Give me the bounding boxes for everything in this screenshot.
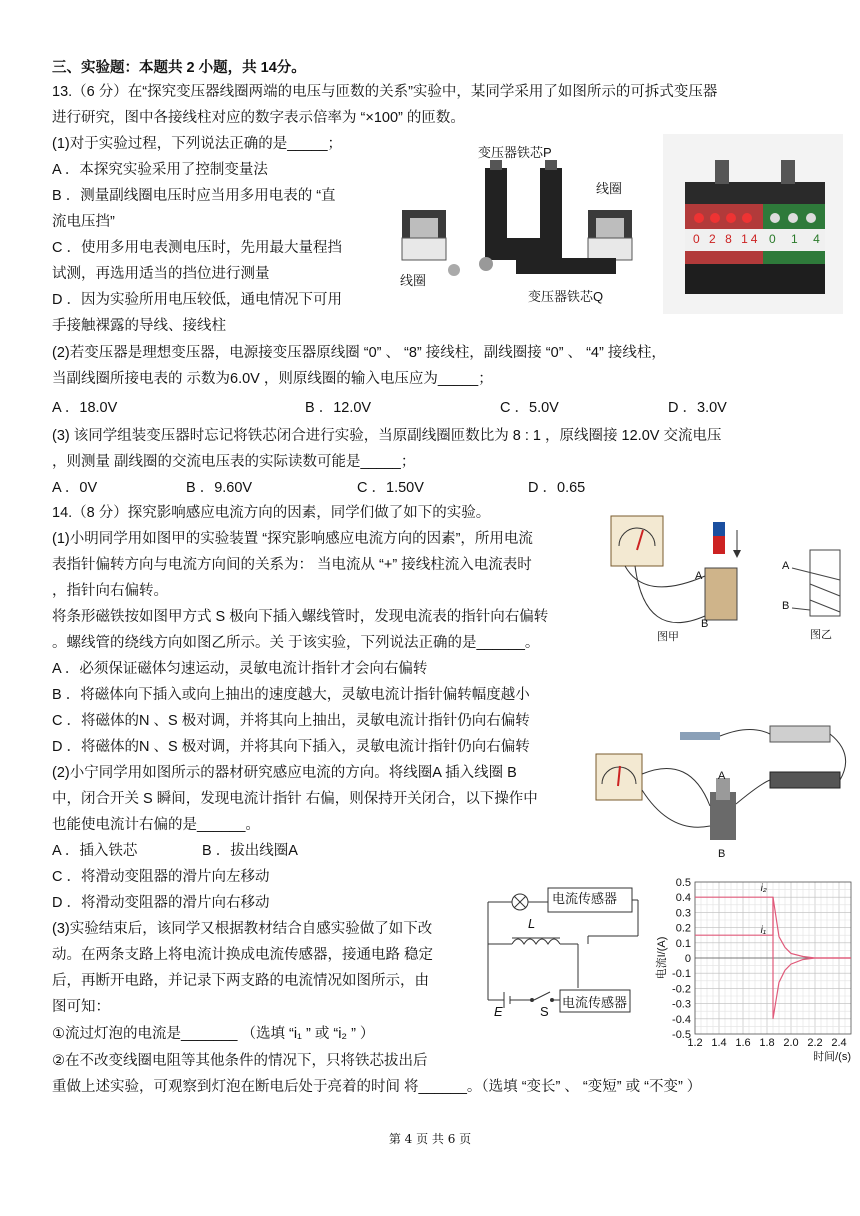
figure-jia-caption: 图甲 (657, 631, 679, 643)
circuit-label-e: E (494, 1004, 503, 1019)
q14-part1-line2: 表指针偏转方向与电流方向间的关系为： 当电流从 “+” 接线柱流入电流表时 (52, 557, 532, 573)
circuit-label-s: S (540, 1004, 549, 1019)
q13-part3-option-b: B ．9.60V (186, 480, 253, 496)
y-tick-label: -0.5 (672, 1029, 691, 1041)
figure-yi-label-b: B (782, 600, 790, 612)
x-tick-label: 1.6 (735, 1037, 751, 1049)
q13-part3-option-d: D ．0.65 (528, 480, 586, 496)
q14-part3-question1: ①流过灯泡的电流是_______ （选填 “i₁ ” 或 “i₂ ” ） (52, 1026, 375, 1042)
q13-option-c-line1: C ．使用多用电表测电压时，先用最大量程挡 (52, 240, 342, 256)
q13-option-b-line1: B ．测量副线圈电压时应当用多用电表的 “直 (52, 188, 336, 204)
current-time-chart (655, 872, 855, 1072)
q14-part1-option-a: A ．必须保证磁体匀速运动，灵敏电流计指针才会向右偏转 (52, 661, 428, 677)
q13-part2-line1: (2)若变压器是理想变压器，电源接变压器原线圈 “0” 、 “8” 接线柱，副线圈接 “0” 、 “4” 接线柱， (52, 345, 666, 361)
apparatus-figure (590, 714, 855, 864)
q13-part3-line1: (3) 该同学组装变压器时忘记将铁芯闭合进行实验，当原副线圈匝数比为 8 : 1 ，原线圈接 12.0V 交流电压 (52, 428, 722, 444)
q13-option-b-line2: 流电压挡” (52, 214, 115, 230)
y-tick-label: 0.5 (675, 877, 691, 889)
terminal-labels-left: 0 2 8 14 (693, 232, 761, 246)
figure-jia-label-a: A (695, 570, 703, 582)
y-tick-label: 0.1 (675, 937, 691, 950)
q13-option-d-line2: 手接触裸露的导线、接线柱 (52, 318, 226, 334)
q14-part2-line2: 中，闭合开关 S 瞬间，发现电流计指针 右偏，则保持开关闭合，以下操作中 (52, 791, 538, 807)
figure-yi-caption: 图乙 (810, 629, 832, 641)
q14-part3-line1: (3)实验结束后，该同学又根据教材结合自感实验做了如下改 (52, 921, 433, 937)
q14-part3-question2-line1: ②在不改变线圈电阻等其他条件的情况下，只将铁芯拔出后 (52, 1053, 428, 1069)
figure-jia (605, 512, 755, 642)
q14-part3-line2: 动。在两条支路上将电流计换成电流传感器，接通电路 稳定 (52, 947, 434, 963)
q13-part3-option-c: C ．1.50V (357, 480, 424, 496)
q13-part2-option-a: A ．18.0V (52, 400, 118, 416)
label-coil-top: 线圈 (596, 181, 623, 196)
q14-stem: 14.（8 分）探究影响感应电流方向的因素，同学们做了如下的实验。 (52, 505, 491, 521)
x-axis-label: 时间/(s) (813, 1051, 851, 1063)
x-tick-label: 2.0 (783, 1037, 799, 1049)
figure-yi (780, 540, 850, 640)
q14-part2-option-a: A ．插入铁芯 (52, 843, 138, 859)
q14-part3-line3: 后，再断开电路，并记录下两支路的电流情况如图所示，由 (52, 973, 429, 989)
y-tick-label: 0.2 (675, 922, 691, 935)
q13-part2-line2: 当副线圈所接电表的 示数为6.0V ，则原线圈的输入电压应为_____； (52, 371, 493, 387)
q14-part2-line3: 也能使电流计右偏的是______。 (52, 817, 260, 833)
q13-stem-line1: 13.（6 分）在“探究变压器线圈两端的电压与匝数的关系”实验中，某同学采用了如图所示的可拆式变压器 (52, 84, 718, 100)
figure-yi-label-a: A (782, 560, 790, 572)
q14-part1-line5: 。螺线管的绕线方向如图乙所示。关 于该实验，下列说法正确的是______。 (52, 635, 540, 651)
q14-part1-line1: (1)小明同学用如图甲的实验装置 “探究影响感应电流方向的因素”，所用电流 (52, 531, 533, 547)
q14-part3-question2-line2: 重做上述实验，可观察到灯泡在断电后处于亮着的时间 将______。（选填 “变长” 、 “变短” 或 “不变” ） (52, 1079, 702, 1095)
q13-option-c-line2: 试测，再选用适当的挡位进行测量 (52, 266, 270, 282)
chart-svg (655, 872, 855, 1072)
apparatus-label-a: A (718, 770, 726, 782)
q14-part2-line1: (2)小宁同学用如图所示的器材研究感应电流的方向。将线圈A 插入线圈 B (52, 765, 517, 781)
series-label-2: i₁ (760, 925, 766, 937)
x-tick-label: 1.2 (687, 1037, 703, 1049)
q13-part3-line2: ，则测量 副线圈的交流电压表的实际读数可能是_____； (52, 454, 416, 470)
q14-part1-option-b: B ．将磁体向下插入或向上抽出的速度越大，灵敏电流计指针偏转幅度越小 (52, 687, 530, 703)
q13-part1: (1)对于实验过程，下列说法正确的是_____； (52, 136, 343, 152)
terminal-labels-right: 0 1 4 (769, 232, 826, 246)
q14-part1-line3: ，指针向右偏转。 (52, 583, 168, 599)
q14-part2-option-c: C ．将滑动变阻器的滑片向左移动 (52, 869, 270, 885)
q13-part2-option-d: D ．3.0V (668, 400, 727, 416)
q14-part2-option-b: B ．拔出线圈A (202, 843, 298, 859)
section-title: 三、实验题：本题共 2 小题，共 14分。 (52, 60, 306, 76)
q14-part1-option-d: D ．将磁体的N 、S 极对调，并将其向下插入，灵敏电流计指针仍向右偏转 (52, 739, 530, 755)
y-tick-label: 0.4 (675, 892, 691, 905)
x-tick-label: 2.4 (831, 1037, 847, 1049)
q13-stem-line2: 进行研究，图中各接线柱对应的数字表示倍率为 “×100” 的匝数。 (52, 110, 465, 126)
label-coil-left: 线圈 (400, 273, 427, 288)
page-footer: 第 4 页 共 6 页 (388, 1132, 472, 1146)
y-tick-label: -0.2 (672, 983, 691, 996)
series-label-1: i₂ (760, 883, 767, 895)
circuit-label-l: L (528, 916, 536, 931)
figure-jia-label-b: B (701, 618, 709, 630)
q14-part1-option-c: C ．将磁体的N 、S 极对调，并将其向上抽出，灵敏电流计指针仍向右偏转 (52, 713, 530, 729)
y-tick-label: -0.4 (672, 1013, 691, 1026)
y-tick-label: 0.3 (675, 907, 691, 920)
y-axis-label: 电流I/(A) (656, 936, 668, 980)
assembled-transformer-figure (663, 134, 843, 314)
q13-part2-option-c: C ．5.0V (500, 400, 559, 416)
q13-option-a: A ．本探究实验采用了控制变量法 (52, 162, 268, 178)
circuit-label-sensor-bottom: 电流传感器 (562, 995, 628, 1010)
transformer-parts-figure (390, 138, 650, 318)
label-core-p: 变压器铁芯P (478, 145, 552, 160)
x-tick-label: 1.4 (711, 1037, 727, 1049)
q13-part3-option-a: A ．0V (52, 480, 98, 496)
self-induction-circuit (478, 880, 648, 1030)
x-tick-label: 1.8 (759, 1037, 775, 1049)
y-tick-label: -0.3 (672, 998, 691, 1011)
q14-part1-line4: 将条形磁铁按如图甲方式 S 极向下插入螺线管时，发现电流表的指针向右偏转 (52, 609, 549, 625)
q14-part2-option-d: D ．将滑动变阻器的滑片向右移动 (52, 895, 270, 911)
q13-option-d-line1: D ．因为实验所用电压较低，通电情况下可用 (52, 292, 342, 308)
label-core-q: 变压器铁芯Q (528, 289, 604, 304)
y-tick-label: 0 (684, 953, 691, 965)
x-tick-label: 2.2 (807, 1037, 823, 1049)
q14-part3-line4: 图可知： (52, 999, 110, 1015)
circuit-label-sensor-top: 电流传感器 (552, 891, 618, 906)
y-tick-label: -0.1 (672, 968, 691, 981)
q13-part2-option-b: B ．12.0V (305, 400, 372, 416)
apparatus-label-b: B (718, 848, 726, 860)
